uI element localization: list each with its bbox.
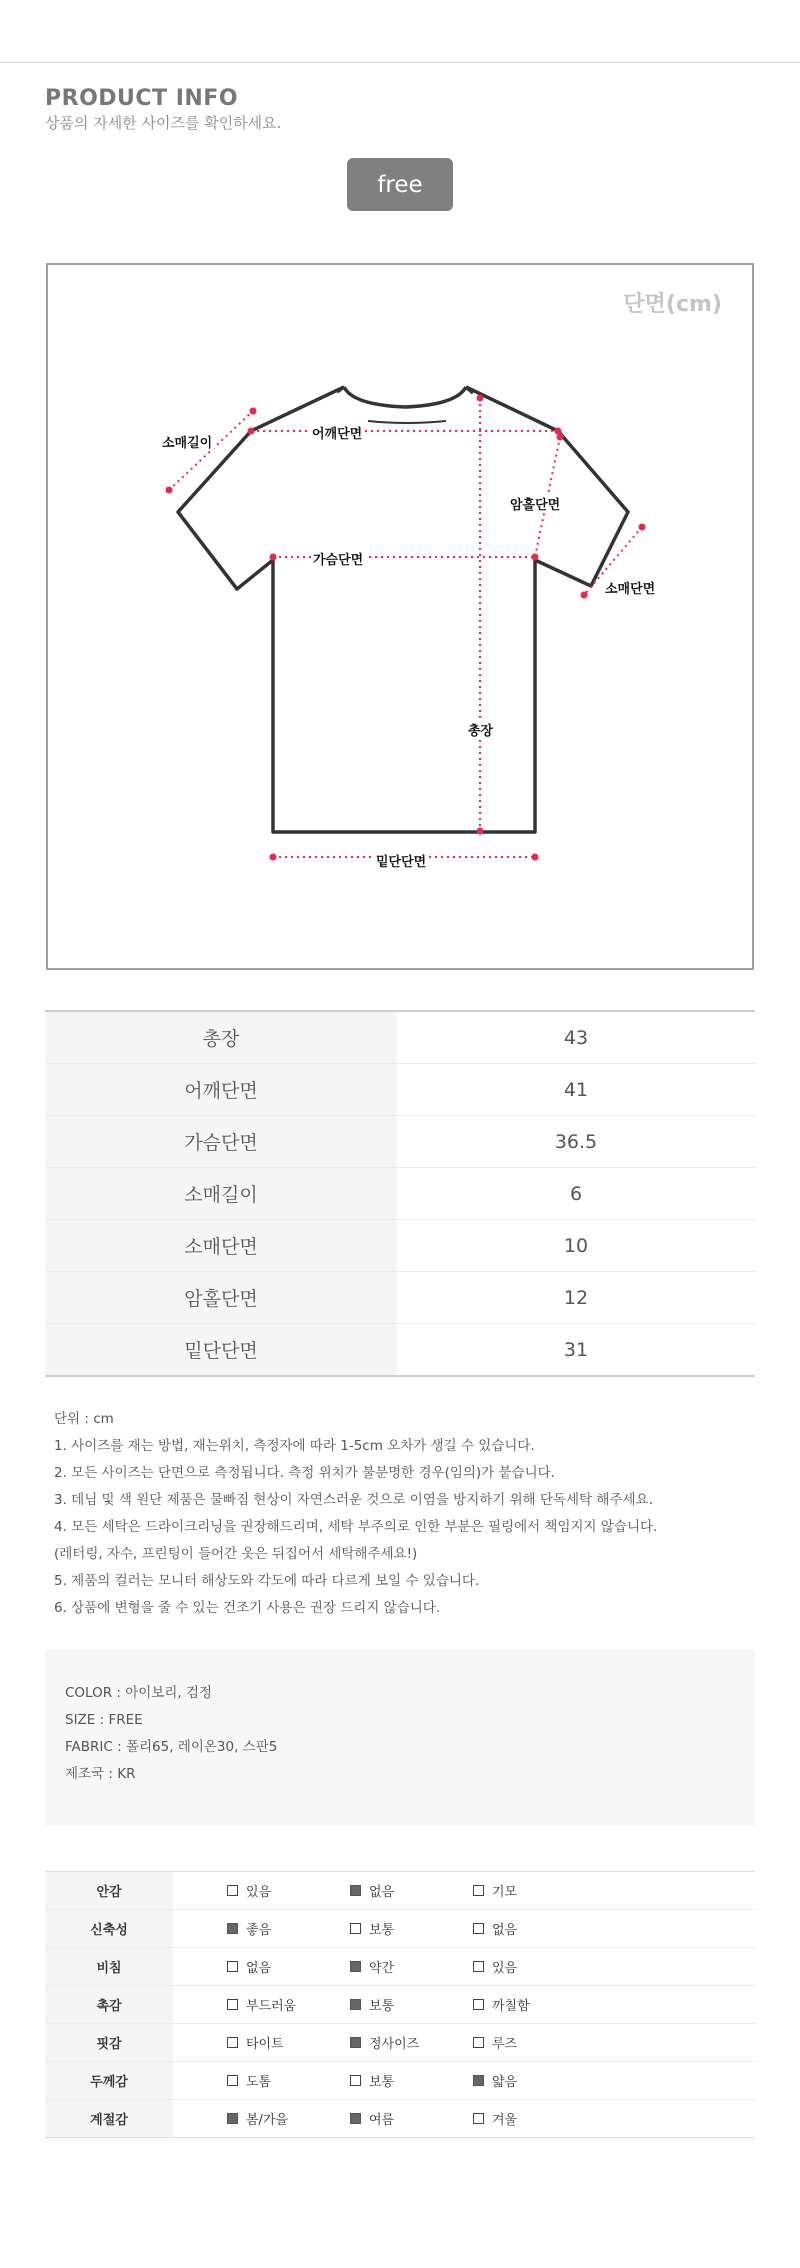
feel-option-label: 여름 xyxy=(369,2113,395,2128)
label-hem: 밑단단면 xyxy=(374,851,428,870)
feel-option xyxy=(473,1881,596,1900)
unchecked-box-icon xyxy=(227,1961,238,1972)
checked-box-icon xyxy=(350,1999,361,2010)
detail-fabric: FABRIC : 폴리65, 레이온30, 스판5 xyxy=(65,1739,278,1755)
feel-option-label: 겨울 xyxy=(492,2113,518,2128)
checked-box-icon xyxy=(473,2075,484,2086)
size-value: 6 xyxy=(569,1182,583,1205)
table-row xyxy=(45,1220,755,1272)
checked-box-icon xyxy=(227,1923,238,1934)
feel-option xyxy=(350,1957,473,1976)
table-row xyxy=(45,1064,755,1116)
feel-option xyxy=(473,1919,596,1938)
size-value: 31 xyxy=(563,1338,589,1361)
feel-option-label: 얇음 xyxy=(492,2075,518,2090)
feel-option xyxy=(227,1919,350,1938)
unchecked-box-icon xyxy=(350,2075,361,2086)
size-key: 어깨단면 xyxy=(45,1064,397,1115)
feel-option-label: 보통 xyxy=(369,1999,395,2014)
note-line: 1. 사이즈를 재는 방법, 재는위치, 측정자에 따라 1-5cm 오차가 생길 수 있습니다. xyxy=(54,1438,535,1454)
detail-color: COLOR : 아이보리, 검정 xyxy=(65,1685,213,1701)
feel-option-label: 있음 xyxy=(492,1961,518,1976)
size-value: 36.5 xyxy=(554,1130,598,1153)
page-subtitle: 상품의 자세한 사이즈를 확인하세요. xyxy=(45,114,282,132)
table-row xyxy=(45,1116,755,1168)
fabric-feel-table xyxy=(45,1871,755,2138)
feel-option xyxy=(227,1881,350,1900)
unchecked-box-icon xyxy=(473,1923,484,1934)
unchecked-box-icon xyxy=(473,2037,484,2048)
label-chest: 가슴단면 xyxy=(311,549,365,568)
size-diagram xyxy=(46,263,754,970)
size-key: 가슴단면 xyxy=(45,1116,397,1167)
feel-row xyxy=(45,2024,755,2062)
note-line: (레터링, 자수, 프린팅이 들어간 옷은 뒤집어서 세탁해주세요!) xyxy=(54,1546,418,1562)
product-details-box xyxy=(45,1650,755,1826)
checked-box-icon xyxy=(350,1885,361,1896)
unchecked-box-icon xyxy=(473,2113,484,2124)
table-row xyxy=(45,1168,755,1220)
feel-option xyxy=(350,2033,473,2052)
unchecked-box-icon xyxy=(473,1999,484,2010)
table-row xyxy=(45,1324,755,1375)
label-sleeve-length: 소매길이 xyxy=(160,432,214,451)
feel-row xyxy=(45,1872,755,1910)
feel-option-label: 없음 xyxy=(246,1961,272,1976)
feel-option xyxy=(350,1995,473,2014)
feel-option-label: 없음 xyxy=(492,1923,518,1938)
detail-size: SIZE : FREE xyxy=(65,1712,143,1728)
feel-key: 신축성 xyxy=(45,1910,173,1947)
feel-option-label: 정사이즈 xyxy=(369,2037,420,2052)
feel-option-label: 기모 xyxy=(492,1885,518,1900)
feel-option-label: 있음 xyxy=(246,1885,272,1900)
size-value: 10 xyxy=(563,1234,589,1257)
feel-option xyxy=(227,2109,350,2128)
detail-origin: 제조국 : KR xyxy=(65,1766,136,1782)
feel-option-label: 타이트 xyxy=(246,2037,284,2052)
feel-option-label: 좋음 xyxy=(246,1923,272,1938)
feel-option xyxy=(473,2071,596,2090)
size-table xyxy=(45,1010,755,1377)
note-line: 2. 모든 사이즈는 단면으로 측정됩니다. 측정 위치가 불분명한 경우(임의)가 붙습니다. xyxy=(54,1465,555,1481)
note-line: 4. 모든 세탁은 드라이크리닝을 권장해드리며, 세탁 부주의로 인한 부분은 필링에서 책임지지 않습니다. xyxy=(54,1519,658,1535)
feel-option xyxy=(350,2071,473,2090)
feel-option xyxy=(227,2071,350,2090)
note-line: 단위 : cm xyxy=(54,1411,114,1427)
feel-option-label: 루즈 xyxy=(492,2037,518,2052)
feel-option xyxy=(350,1881,473,1900)
table-row xyxy=(45,1272,755,1324)
checked-box-icon xyxy=(350,1961,361,1972)
feel-row xyxy=(45,1986,755,2024)
feel-key: 촉감 xyxy=(45,1986,173,2023)
page-title: PRODUCT INFO xyxy=(45,86,239,111)
feel-option-label: 약간 xyxy=(369,1961,395,1976)
feel-option xyxy=(350,2109,473,2128)
label-sleeve-width: 소매단면 xyxy=(603,578,657,597)
note-line: 6. 상품에 변형을 줄 수 있는 건조기 사용은 권장 드리지 않습니다. xyxy=(54,1600,441,1616)
feel-option xyxy=(227,2033,350,2052)
feel-option xyxy=(473,1995,596,2014)
size-key: 소매단면 xyxy=(45,1220,397,1271)
feel-option-label: 까칠함 xyxy=(492,1999,530,2014)
feel-option-label: 없음 xyxy=(369,1885,395,1900)
note-line: 5. 제품의 컬러는 모니터 해상도와 각도에 따라 다르게 보일 수 있습니다. xyxy=(54,1573,480,1589)
checked-box-icon xyxy=(350,2037,361,2048)
note-line: 3. 데님 및 색 원단 제품은 물빠짐 현상이 자연스러운 것으로 이염을 방지하기 위해 단독세탁 해주세요. xyxy=(54,1492,653,1508)
top-divider xyxy=(0,62,800,63)
feel-option-label: 부드러움 xyxy=(246,1999,297,2014)
feel-option-label: 보통 xyxy=(369,2075,395,2090)
size-notes xyxy=(54,1406,657,1622)
size-key: 총장 xyxy=(45,1012,397,1063)
size-key: 밑단단면 xyxy=(45,1324,397,1375)
feel-row xyxy=(45,2062,755,2100)
feel-option xyxy=(473,2109,596,2128)
size-key: 소매길이 xyxy=(45,1168,397,1219)
feel-option xyxy=(350,1919,473,1938)
size-value: 12 xyxy=(563,1286,589,1309)
label-total-length: 총장 xyxy=(466,720,495,739)
feel-key: 비침 xyxy=(45,1948,173,1985)
checked-box-icon xyxy=(227,2113,238,2124)
table-row xyxy=(45,1012,755,1064)
feel-option-label: 보통 xyxy=(369,1923,395,1938)
unchecked-box-icon xyxy=(227,1885,238,1896)
feel-option xyxy=(473,2033,596,2052)
feel-key: 두께감 xyxy=(45,2062,173,2099)
size-free-button[interactable]: free xyxy=(347,158,453,211)
unchecked-box-icon xyxy=(473,1961,484,1972)
unchecked-box-icon xyxy=(350,1923,361,1934)
unchecked-box-icon xyxy=(227,2037,238,2048)
diagram-unit-label: 단면(cm) xyxy=(623,292,722,317)
feel-row xyxy=(45,1910,755,1948)
size-value: 43 xyxy=(563,1026,589,1049)
label-shoulder: 어깨단면 xyxy=(310,423,364,442)
checked-box-icon xyxy=(350,2113,361,2124)
feel-row xyxy=(45,2100,755,2137)
feel-key: 계절감 xyxy=(45,2100,173,2137)
feel-key: 핏감 xyxy=(45,2024,173,2061)
unchecked-box-icon xyxy=(473,1885,484,1896)
feel-row xyxy=(45,1948,755,1986)
feel-option xyxy=(227,1957,350,1976)
size-key: 암홀단면 xyxy=(45,1272,397,1323)
feel-option-label: 도톰 xyxy=(246,2075,272,2090)
unchecked-box-icon xyxy=(227,1999,238,2010)
feel-option xyxy=(473,1957,596,1976)
feel-option-label: 봄/가을 xyxy=(246,2113,289,2128)
unchecked-box-icon xyxy=(227,2075,238,2086)
feel-option xyxy=(227,1995,350,2014)
feel-key: 안감 xyxy=(45,1872,173,1909)
label-armhole: 암홀단면 xyxy=(508,494,562,513)
size-value: 41 xyxy=(563,1078,589,1101)
